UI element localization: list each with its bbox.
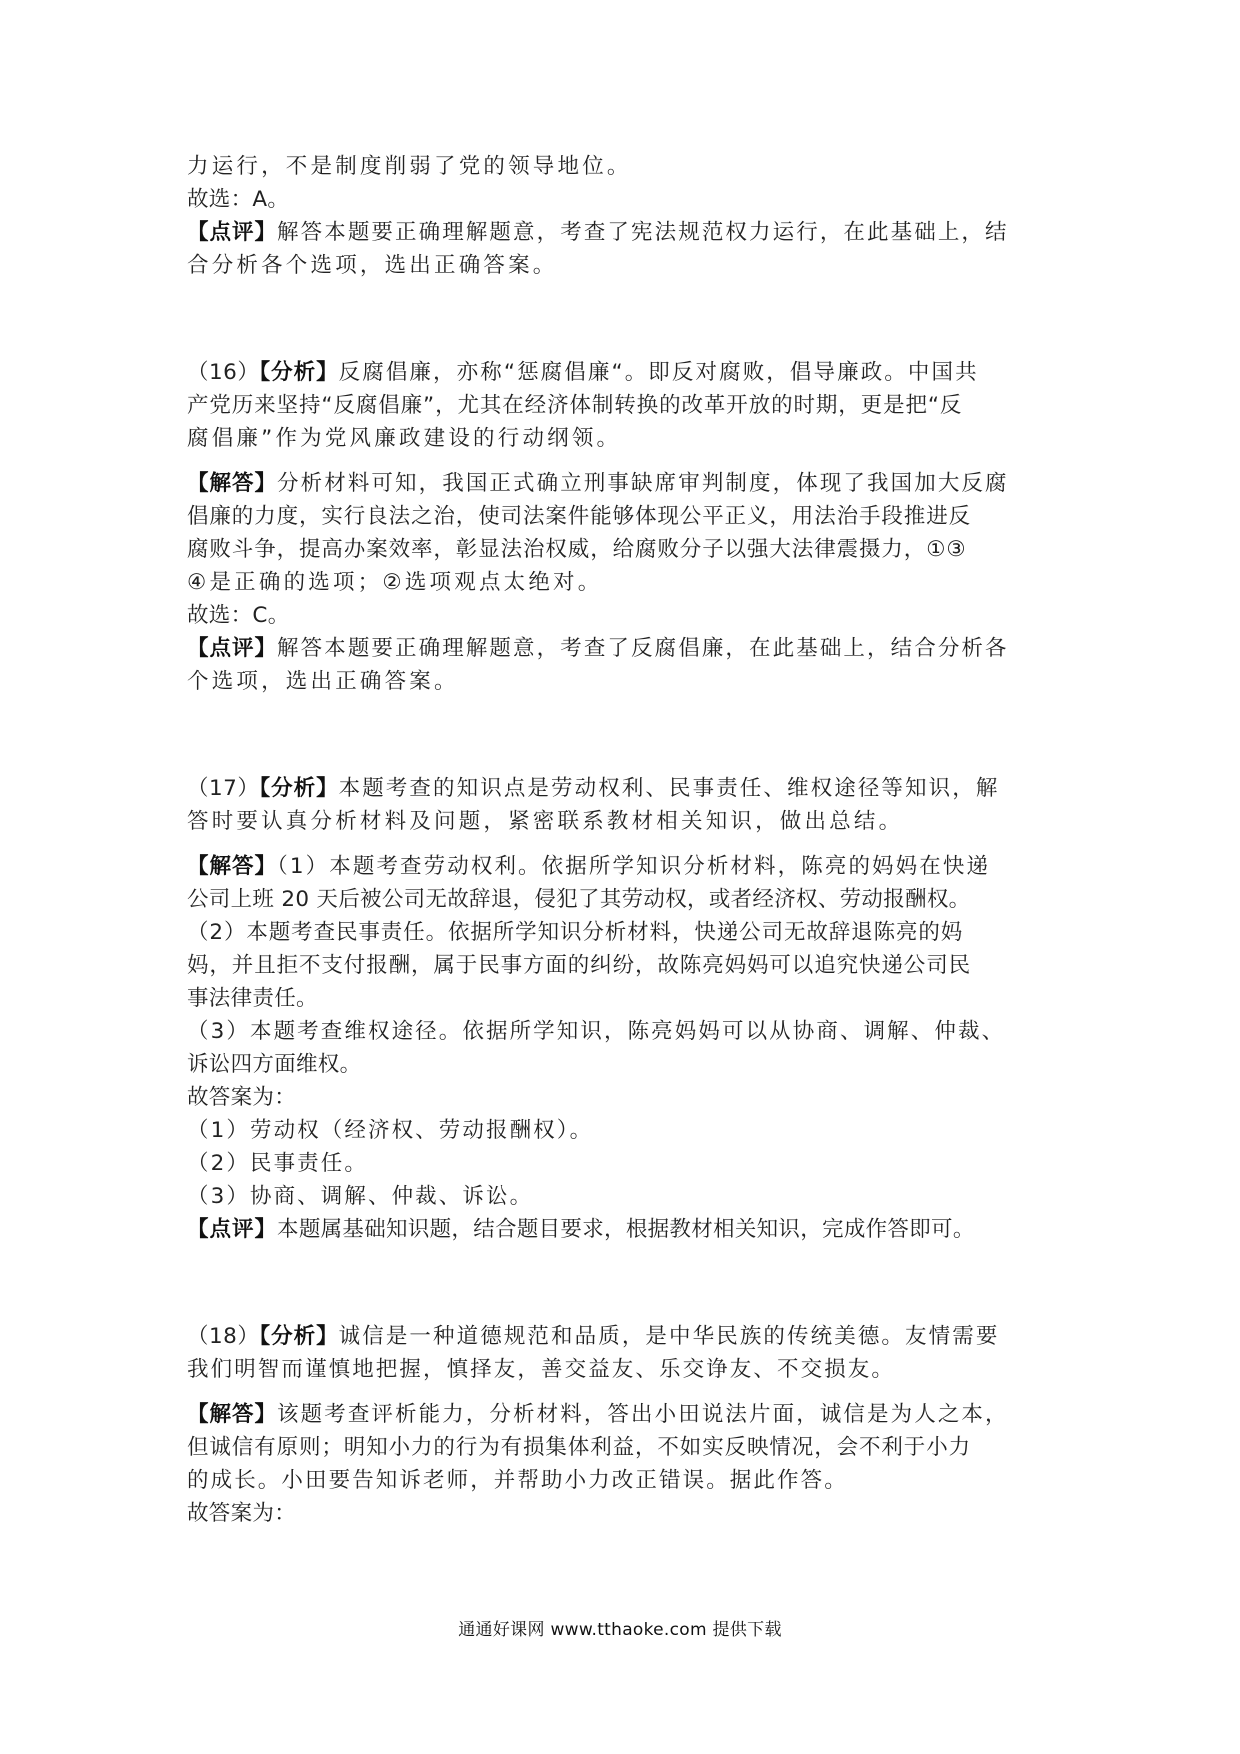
analysis-line <box>187 772 1057 805</box>
analysis-tag: 【分析】 <box>259 1324 339 1349</box>
text-line: 故选：A。 <box>187 187 290 212</box>
text-line: 妈，并且拒不支付报酬，属于民事方面的纠纷，故陈亮妈妈可以追究快递公司民 <box>187 953 972 978</box>
text-line: 合分析各个选项，选出正确答案。 <box>187 253 558 278</box>
comment-tag: 【点评】 <box>187 1217 278 1242</box>
comment-line <box>187 1213 1057 1246</box>
comment-line <box>187 632 1057 665</box>
text-line: （2）民事责任。 <box>187 1151 368 1176</box>
text-line: ④是正确的选项；②选项观点太绝对。 <box>187 570 603 595</box>
analysis-line <box>187 1320 1057 1353</box>
answer-tag: 【解答】 <box>187 471 278 496</box>
answer-line <box>187 850 1057 883</box>
text-line: 个选项，选出正确答案。 <box>187 669 459 694</box>
question-number: （16） <box>187 360 260 385</box>
comment-tag: 【点评】 <box>187 636 278 661</box>
text-line: 我们明智而谨慎地把握，慎择友，善交益友、乐交诤友、不交损友。 <box>187 1357 896 1382</box>
analysis-tag: 【分析】 <box>259 360 339 385</box>
answer-text: 分析材料可知，我国正式确立刑事缺席审判制度，体现了我国加大反腐 <box>277 471 1009 496</box>
text-line: 诉讼四方面维权。 <box>187 1052 362 1077</box>
answer-line <box>187 467 1057 500</box>
text-line: 的成长。小田要告知诉老师，并帮助小力改正错误。据此作答。 <box>187 1468 848 1493</box>
page-footer: 通通好课网 www.tthaoke.com 提供下载 <box>458 1620 782 1640</box>
text-line: 故答案为： <box>187 1085 297 1110</box>
text-line: 公司上班 20 天后被公司无故辞退，侵犯了其劳动权，或者经济权、劳动报酬权。 <box>187 887 971 912</box>
document-body <box>187 150 1057 1530</box>
answer-tag: 【解答】 <box>187 854 278 879</box>
text-line: 故选：C。 <box>187 603 290 628</box>
text-line: 故答案为： <box>187 1501 297 1526</box>
comment-text: 解答本题要正确理解题意，考查了反腐倡廉，在此基础上，结合分析各 <box>277 636 1009 661</box>
analysis-tag: 【分析】 <box>259 776 339 801</box>
text-line: 腐败斗争，提高办案效率，彰显法治权威，给腐败分子以强大法律震摄力，①③ <box>187 537 967 562</box>
answer-line <box>187 1398 1057 1431</box>
text-line: 倡廉的力度，实行良法之治，使司法案件能够体现公平正义，用法治手段推进反 <box>187 504 972 529</box>
text-line: 产党历来坚持“反腐倡廉”，尤其在经济体制转换的改革开放的时期，更是把“反 <box>187 393 963 418</box>
answer-text: （1）本题考查劳动权利。依据所学知识分析材料，陈亮的妈妈在快递 <box>277 854 991 879</box>
text-line: 腐倡廉”作为党风廉政建设的行动纲领。 <box>187 426 622 451</box>
text-line: 答时要认真分析材料及问题，紧密联系教材相关知识，做出总结。 <box>187 809 904 834</box>
comment-line <box>187 216 1057 249</box>
analysis-text: 反腐倡廉，亦称“惩腐倡廉“。即反对腐败，倡导廉政。中国共 <box>338 360 979 385</box>
text-line: （3）本题考查维权途径。依据所学知识，陈亮妈妈可以从协商、调解、仲裁、 <box>187 1019 1006 1044</box>
answer-text: 该题考查评析能力，分析材料，答出小田说法片面，诚信是为人之本， <box>277 1402 1009 1427</box>
question-number: （18） <box>187 1324 260 1349</box>
text-line: （2）本题考查民事责任。依据所学知识分析材料，快递公司无故辞退陈亮的妈 <box>187 920 964 945</box>
comment-text: 解答本题要正确理解题意，考查了宪法规范权力运行，在此基础上，结 <box>277 220 1009 245</box>
text-line: （3）协商、调解、仲裁、诉讼。 <box>187 1184 534 1209</box>
text-line: 事法律责任。 <box>187 986 318 1011</box>
analysis-text: 本题考查的知识点是劳动权利、民事责任、维权途径等知识，解 <box>338 776 1000 801</box>
text-line: 力运行，不是制度削弱了党的领导地位。 <box>187 154 632 179</box>
answer-tag: 【解答】 <box>187 1402 278 1427</box>
comment-text: 本题属基础知识题，结合题目要求，根据教材相关知识，完成作答即可。 <box>277 1217 975 1242</box>
question-number: （17） <box>187 776 260 801</box>
comment-tag: 【点评】 <box>187 220 278 245</box>
analysis-line <box>187 356 1057 389</box>
text-line: （1）劳动权（经济权、劳动报酬权）。 <box>187 1118 594 1143</box>
text-line: 但诚信有原则；明知小力的行为有损集体利益，不如实反映情况，会不利于小力 <box>187 1435 972 1460</box>
analysis-text: 诚信是一种道德规范和品质，是中华民族的传统美德。友情需要 <box>338 1324 1000 1349</box>
